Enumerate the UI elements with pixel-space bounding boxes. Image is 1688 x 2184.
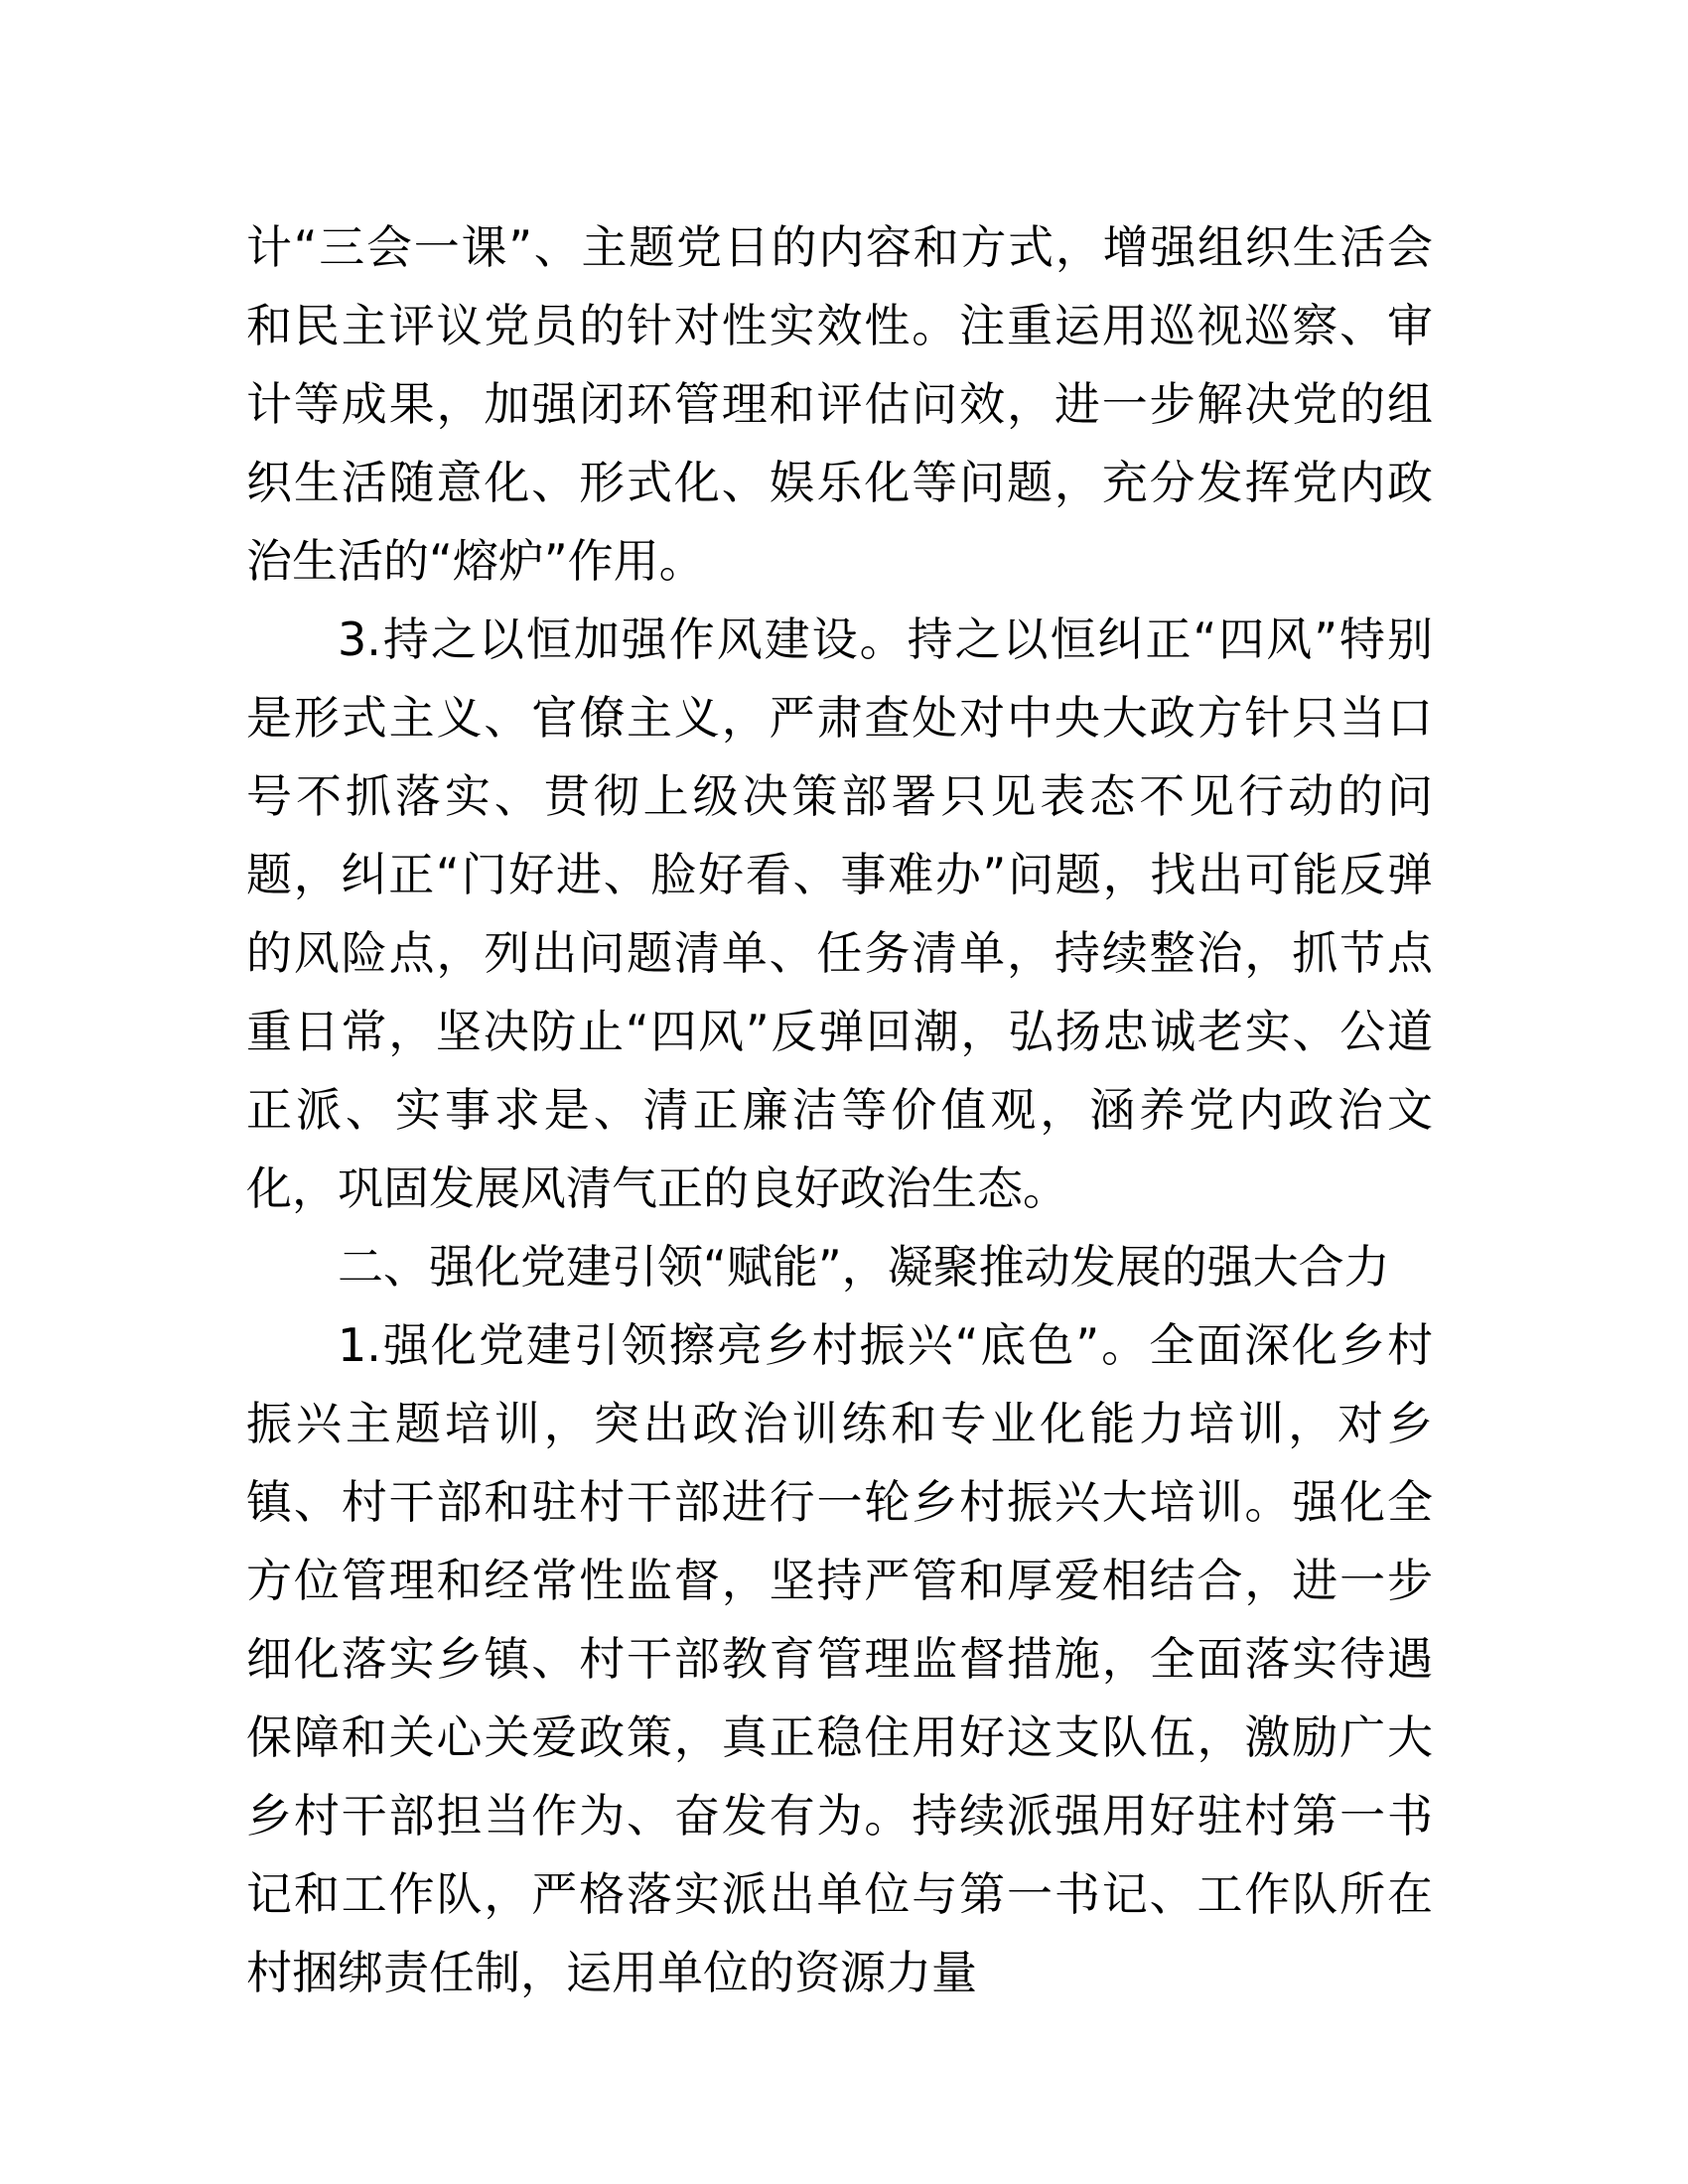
section-heading: 二、强化党建引领“赋能”，凝聚推动发展的强大合力 <box>338 1240 1390 1294</box>
paragraph-work-style: 3.持之以恒加强作风建设。持之以恒纠正“四风”特别是形式主义、官僚主义，严肃查处对中央大政方针只当口号不抓落实、贯彻上级决策部署只见表态不见行动的问题，纠正“门好进、脸好看、事难办”问题，找出可能反弹的风险点，列出问题清单、任务清单，持续整治，抓节点重日常，坚决防止“四风”反弹回潮，弘扬忠诚老实、公道正派、实事求是、清正廉洁等价值观，涵养党内政治文化，巩固发展风清气正的良好政治生态。 <box>246 613 1433 1215</box>
paragraph-continuation: 计“三会一课”、主题党日的内容和方式，增强组织生活会和民主评议党员的针对性实效性。注重运用巡视巡察、审计等成果，加强闭环管理和评估问效，进一步解决党的组织生活随意化、形式化、娱乐化等问题，充分发挥党内政治生活的“熔炉”作用。 <box>246 220 1433 588</box>
paragraph-rural-revitalization: 1.强化党建引领擦亮乡村振兴“底色”。全面深化乡村振兴主题培训，突出政治训练和专业化能力培训，对乡镇、村干部和驻村干部进行一轮乡村振兴大培训。强化全方位管理和经常性监督，坚持严管和厚爱相结合，进一步细化落实乡镇、村干部教育管理监督措施，全面落实待遇保障和关心关爱政策，真正稳住用好这支队伍，激励广大乡村干部担当作为、奋发有为。持续派强用好驻村第一书记和工作队，严格落实派出单位与第一书记、工作队所在村捆绑责任制，运用单位的资源力量 <box>246 1318 1433 1999</box>
document-body <box>246 208 1433 2012</box>
